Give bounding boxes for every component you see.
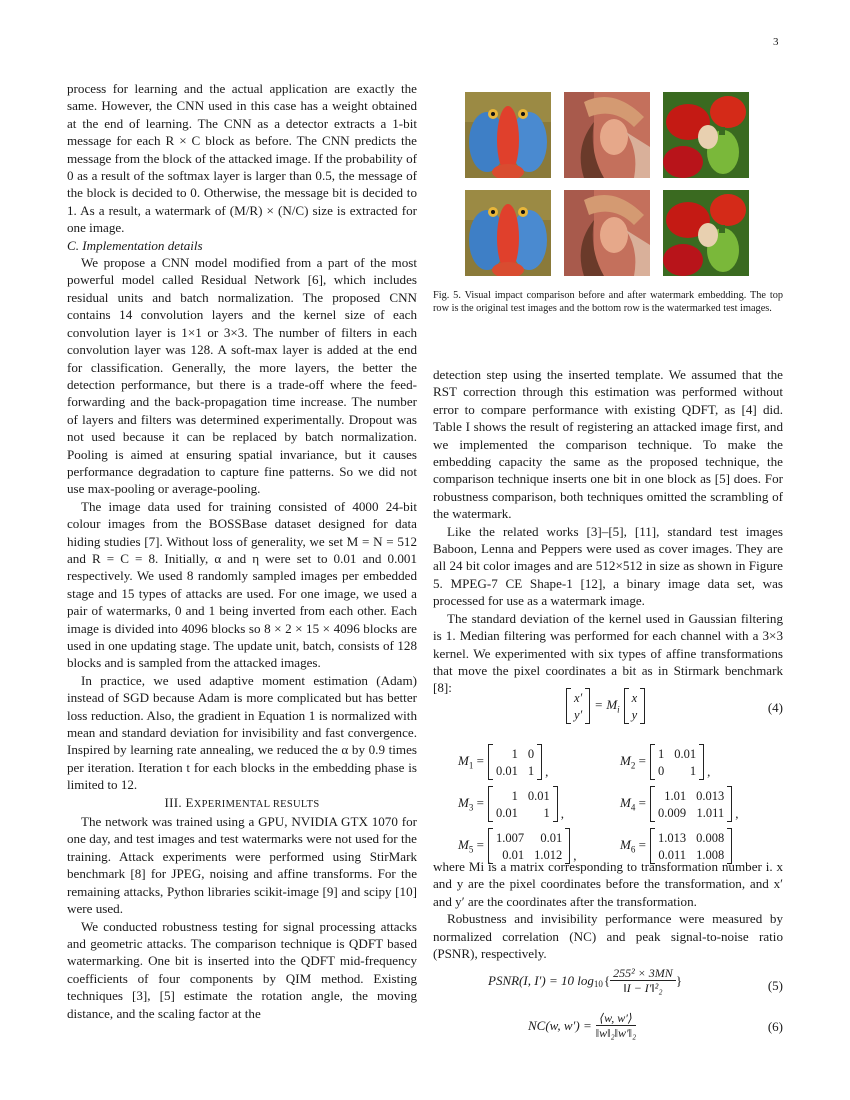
- subsection-title: C. Implementation details: [67, 237, 203, 253]
- matrix-cell: 1: [511, 746, 518, 761]
- matrix-label: $M_3$ =: [458, 795, 484, 813]
- paragraph: The standard deviation of the kernel used in Gaussian filtering is 1. Median filtering was performed for each channel with a 3×3 kernel. We experimented with six types of affine transformations that move the pixel coordinates a bit as in Stirmark benchmark [8]:: [433, 610, 783, 696]
- left-column: [67, 80, 417, 1022]
- paragraph: detection step using the inserted template. We assumed that the RST correction through this estimation was performed without error to compare performance with existing QDFT, as [4] did. Table I shows the result of registering an attacked image first, and we implemented the comparison technique. To make the embedding capacity the same as the proposed technique, the comparison technique inserts one bit in one block as [5] does. For robustness comparison, both techniques omitted the scrambling of the watermark.: [433, 367, 783, 522]
- matrix-cell: 1.008: [696, 847, 725, 862]
- equation-5: PSNR(I, I′) = 10 log $_{10}$ { $\frac{\text{255² × 3MN}}{\text{‖I − I′‖²₂}}$ } (5): [488, 966, 783, 995]
- matrix-trailing-comma: ,: [735, 806, 739, 821]
- matrix-cell: 1: [543, 805, 550, 820]
- lenna-original-image: [564, 92, 650, 178]
- matrix-cell: 0.01: [527, 788, 550, 803]
- matrix-label: $M_5$ =: [458, 837, 484, 855]
- matrix-m2: [620, 744, 710, 780]
- matrix-trailing-comma: ,: [573, 848, 577, 863]
- paragraph: where Mi is a matrix corresponding to transformation number i. x and y are the pixel coordinates before the transformation, and x′ and y′ are the coordinates after the transformation.: [433, 859, 783, 909]
- matrix-cell: 0.009: [657, 805, 687, 820]
- peppers-watermarked-image: [663, 190, 749, 276]
- matrix-cell: 1.011: [696, 805, 725, 820]
- paragraph: In practice, we used adaptive moment estimation (Adam) instead of SGD because Adam is more complicated but has better loss reduction. Also, the gradient in Equation 1 is normalized with mean and standard deviation for invisibility and fast convergence. Inspired by learning rate annealing, we reduced the α by 0.9 times per iteration. Iteration t for each blocks in the embedding phase is limited to 12.: [67, 672, 417, 793]
- matrix: x y: [624, 688, 646, 724]
- matrix-m4: [620, 786, 738, 822]
- matrix-cell: 1.01: [664, 788, 687, 803]
- matrix-body: [488, 744, 542, 780]
- matrix-m3: [458, 786, 564, 822]
- equation-number: (4): [767, 700, 783, 715]
- matrix-label: $M_1$ =: [458, 753, 484, 771]
- paragraph: We propose a CNN model modified from a part of the most powerful model called Residual Network [6], which includes residual units and batch normalization. The proposed CNN contains 14 convolution layers and the kernel size of each convolution layer is 1×1 or 3×3. The number of filters in each convolution layer was 128. A soft-max layer is added at the end for classification. Generally, the more layers, the better the detection performance, but there is a trade-off where the feed-forwarding and the back-propagation time increase. The number of layers and filters was determined experimentally. Dropout was not used because it can be replaced by batch normalization. Pooling is aimed at ensuring spatial invariance, but it causes performance degradation to capture fine patterns. So we did not use max-pooling or average-pooling.: [67, 255, 417, 497]
- matrix-cell: 1.007: [495, 830, 525, 845]
- matrix-cell: 1: [657, 746, 665, 761]
- section-number: III.: [164, 794, 182, 810]
- equation-number: (6): [767, 1019, 783, 1034]
- matrix-trailing-comma: ,: [545, 764, 549, 779]
- matrix-body: [650, 744, 704, 780]
- matrix-body: [488, 786, 558, 822]
- matrix-label: $M_2$ =: [620, 753, 646, 771]
- matrix-label: $M_4$ =: [620, 795, 646, 813]
- baboon-original-image: [465, 92, 551, 178]
- matrix-trailing-comma: ,: [707, 764, 711, 779]
- equation-4: x′ y′ = $M_i$ x y (4): [433, 688, 783, 728]
- paragraph: We conducted robustness testing for signal processing attacks and geometric attacks. The comparison technique is QDFT based watermarking. One bit is inserted into the QDFT mid-frequency coefficients of four components by QIM method. Existing techniques [3], [5] estimate the rotation angle, the moving distance, and the scaling factor at the: [67, 918, 417, 1021]
- matrix-cell: 1.012: [534, 847, 563, 862]
- section-title-rest: XPERIMENTAL RESULTS: [193, 798, 320, 810]
- matrix-cell: 0.01: [495, 805, 518, 820]
- matrix-cell: 1: [689, 763, 697, 778]
- lenna-watermarked-image: [564, 190, 650, 276]
- matrix-label: $M_6$ =: [620, 837, 646, 855]
- matrix: x′ y′: [566, 688, 590, 724]
- baboon-watermarked-image: [465, 190, 551, 276]
- fraction: $\frac{⟨w, w'⟩}{\text{‖w‖₂‖w′‖₂}}$: [595, 1011, 637, 1040]
- matrix-cell: 0.011: [658, 847, 687, 862]
- matrix-m1: [458, 744, 548, 780]
- equation-number: (5): [767, 978, 783, 993]
- paragraph: Like the related works [3]–[5], [11], standard test images Baboon, Lenna and Peppers were used as cover images. They are all 24 bit color images and are 512×512 in size as shown in Figure 5. MPEG-7 CE Shape-1 [12], a binary image data set, was processed for use as a watermark image.: [433, 523, 783, 609]
- matrix-cell: 0.01: [674, 746, 697, 761]
- paragraph: The image data used for training consisted of 4000 24-bit colour images from the BOSSBase dataset designed for data hiding studies [7]. Without loss of generality, we set M = N = 512 and R = C = 8. Initially, α and η were set to 0.01 and 0.001 respectively. We used 8 randomly sampled images per embedded stage and 15 types of attacks are used. For one image, we used a pair of watermarks, 0 and 1 being inverted from each other. Each image is divided into 4096 blocks so 8 × 2 × 15 × 4096 blocks are used in one updating stage. The update unit, batch, consists of 128 blocks and is sampled from the attacked images.: [67, 498, 417, 671]
- matrix-cell: 1: [511, 788, 518, 803]
- matrix-cell: 1.013: [657, 830, 687, 845]
- matrix-cell: 0.01: [495, 763, 518, 778]
- paragraph: Robustness and invisibility performance were measured by normalized correlation (NC) and peak signal-to-noise ratio (PSNR), respectively.: [433, 911, 783, 962]
- equation-6: NC(w, w′) = $\frac{⟨w, w'⟩}{\text{‖w‖₂‖w′‖₂}}$ (6): [528, 1011, 783, 1040]
- matrix-cell: 0.01: [502, 847, 525, 862]
- matrix-cell: 0: [527, 746, 535, 761]
- section-title-initial: E: [185, 794, 194, 810]
- paragraph: process for learning and the actual application are exactly the same. However, the CNN used in this case has a weight obtained at the end of learning. The CNN as a detector extracts a 1-bit message for each R × C block as before. The CNN predicts the message from the block of the attacked image. If the probability of 0 as a result of the softmax layer is larger than 0.5, the message of the block is decided to 0. Otherwise, the message bit is decided to 1. As a result, a watermark of (M/R) × (N/C) size is extracted for one image.: [67, 81, 417, 236]
- matrix-trailing-comma: ,: [560, 806, 564, 821]
- matrix-cell: 0.01: [540, 830, 563, 845]
- paragraph: The network was trained using a GPU, NVIDIA GTX 1070 for one day, and test images and test watermarks were not used for the training. Attack experiments were performed using StirMark benchmark [8] for JPEG, noising and affine transforms. For the remaining attacks, Python libraries scikit-image [9] and scipy [10] were used.: [67, 814, 417, 917]
- matrix-cell: 0: [657, 763, 665, 778]
- figure-caption: Fig. 5. Visual impact comparison before and after watermark embedding. The top row is the original test images and the bottom row is the watermarked test images.: [433, 290, 783, 314]
- fraction: $\frac{\text{255² × 3MN}}{\text{‖I − I′‖²₂}}$: [610, 966, 676, 995]
- matrix-body: [650, 786, 732, 822]
- matrix-cell: 0.008: [696, 830, 725, 845]
- right-column: [433, 366, 783, 697]
- right-column-lower: [433, 858, 783, 962]
- section-title: [67, 794, 417, 813]
- peppers-original-image: [663, 92, 749, 178]
- page-number: 3: [773, 36, 779, 48]
- matrix-cell: 1: [527, 763, 535, 778]
- matrix-cell: 0.013: [696, 788, 725, 803]
